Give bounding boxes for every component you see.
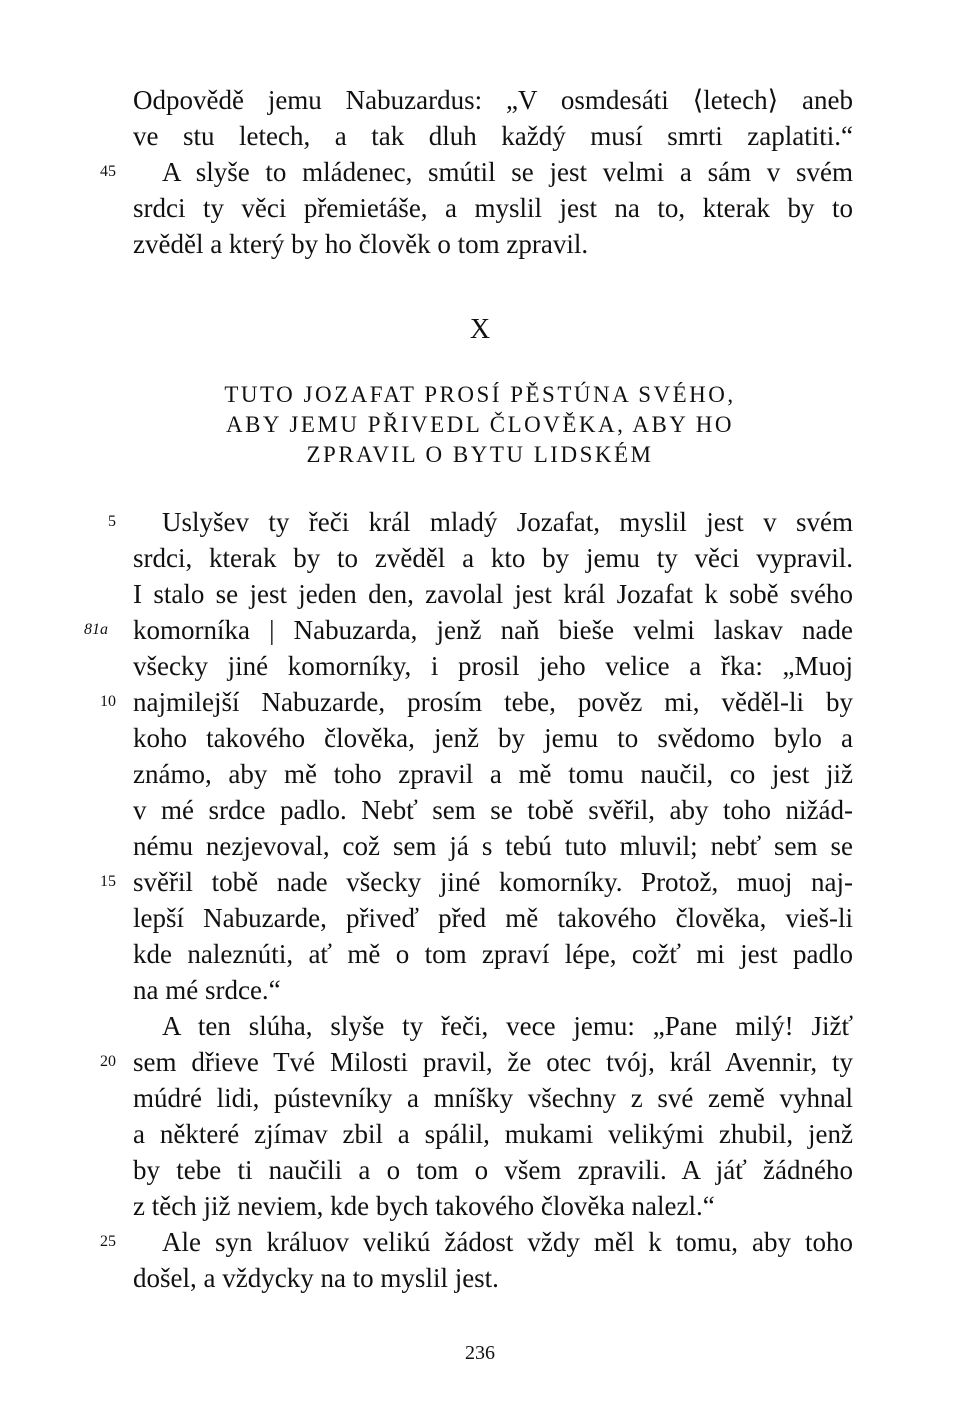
text-line: v mé srdce padlo. Nebť sem se tobě svěřil, aby toho nižád- <box>133 795 853 825</box>
chapter-number: X <box>469 314 491 345</box>
text-line: I stalo se jest jeden den, zavolal jest král Jozafat k sobě svého <box>133 579 853 609</box>
text-line: koho takového člověka, jenž by jemu to svědomo bylo a <box>133 723 853 753</box>
line-number: 15 <box>100 873 116 890</box>
text-line: komorníka | Nabuzarda, jenž naň bieše velmi laskav nade <box>133 615 853 645</box>
text-line: Ale syn králuov velikú žádost vždy měl k tomu, aby toho <box>162 1227 853 1257</box>
text-line: všecky jiné komorníky, i prosil jeho velice a řka: „Muoj <box>133 651 853 681</box>
line-number: 45 <box>100 163 116 180</box>
text-line: srdci, kterak by to zvěděl a kto by jemu ty věci vypravil. <box>133 543 853 573</box>
folio-mark: 81a <box>84 621 108 638</box>
text-line: A ten slúha, slyše ty řeči, vece jemu: „Pane milý! Jižť <box>162 1011 853 1041</box>
heading-line: TUTO JOZAFAT PROSÍ PĚSTÚNA SVÉHO, <box>224 382 736 407</box>
text-line: srdci ty věci přemietáše, a myslil jest na to, kterak by to <box>133 193 853 223</box>
text-line: ve stu letech, a tak dluh každý musí smrti zaplatiti.“ <box>133 121 853 151</box>
text-line: a některé zjímav zbil a spálil, mukami velikými zhubil, jenž <box>133 1119 853 1149</box>
line-number: 25 <box>100 1233 116 1250</box>
heading-line: ZPRAVIL O BYTU LIDSKÉM <box>306 442 654 467</box>
text-line: sem dřieve Tvé Milosti pravil, že otec tvój, král Avennir, ty <box>133 1047 853 1077</box>
text-line: známo, aby mě toho zpravil a mě tomu naučil, co jest již <box>133 759 853 789</box>
text-line: na mé srdce.“ <box>133 975 281 1005</box>
text-line: Uslyšev ty řeči král mladý Jozafat, myslil jest v svém <box>162 507 853 537</box>
text-line: Odpovědě jemu Nabuzardus: „V osmdesáti ⟨letech⟩ aneb <box>133 85 853 115</box>
text-line: svěřil tobě nade všecky jiné komorníky. Protož, muoj naj- <box>133 867 853 897</box>
line-number: 20 <box>100 1053 116 1070</box>
text-line: nému nezjevoval, což sem já s tebú tuto mluvil; nebť sem se <box>133 831 853 861</box>
text-line: zvěděl a který by ho člověk o tom zpravil. <box>133 229 589 259</box>
line-number: 10 <box>100 693 116 710</box>
text-line: A slyše to mládenec, smútil se jest velmi a sám v svém <box>162 157 853 187</box>
text-line: by tebe ti naučili a o tom o všem zpravili. A jáť žádného <box>133 1155 853 1185</box>
page-number: 236 <box>465 1342 495 1364</box>
text-line: múdré lidi, pústevníky a mníšky všechny z své země vyhnal <box>133 1083 853 1113</box>
text-line: došel, a vždycky na to myslil jest. <box>133 1263 499 1293</box>
heading-line: ABY JEMU PŘIVEDL ČLOVĚKA, ABY HO <box>225 412 735 437</box>
text-line: z těch již neviem, kde bych takového člověka nalezl.“ <box>133 1191 715 1221</box>
text-line: najmilejší Nabuzarde, prosím tebe, pověz mi, věděl-li by <box>133 687 853 717</box>
line-number: 5 <box>108 513 116 530</box>
text-line: kde naleznúti, ať mě o tom zpraví lépe, cožť mi jest padlo <box>133 939 853 969</box>
text-line: lepší Nabuzarde, přiveď před mě takového člověka, vieš-li <box>133 903 853 933</box>
